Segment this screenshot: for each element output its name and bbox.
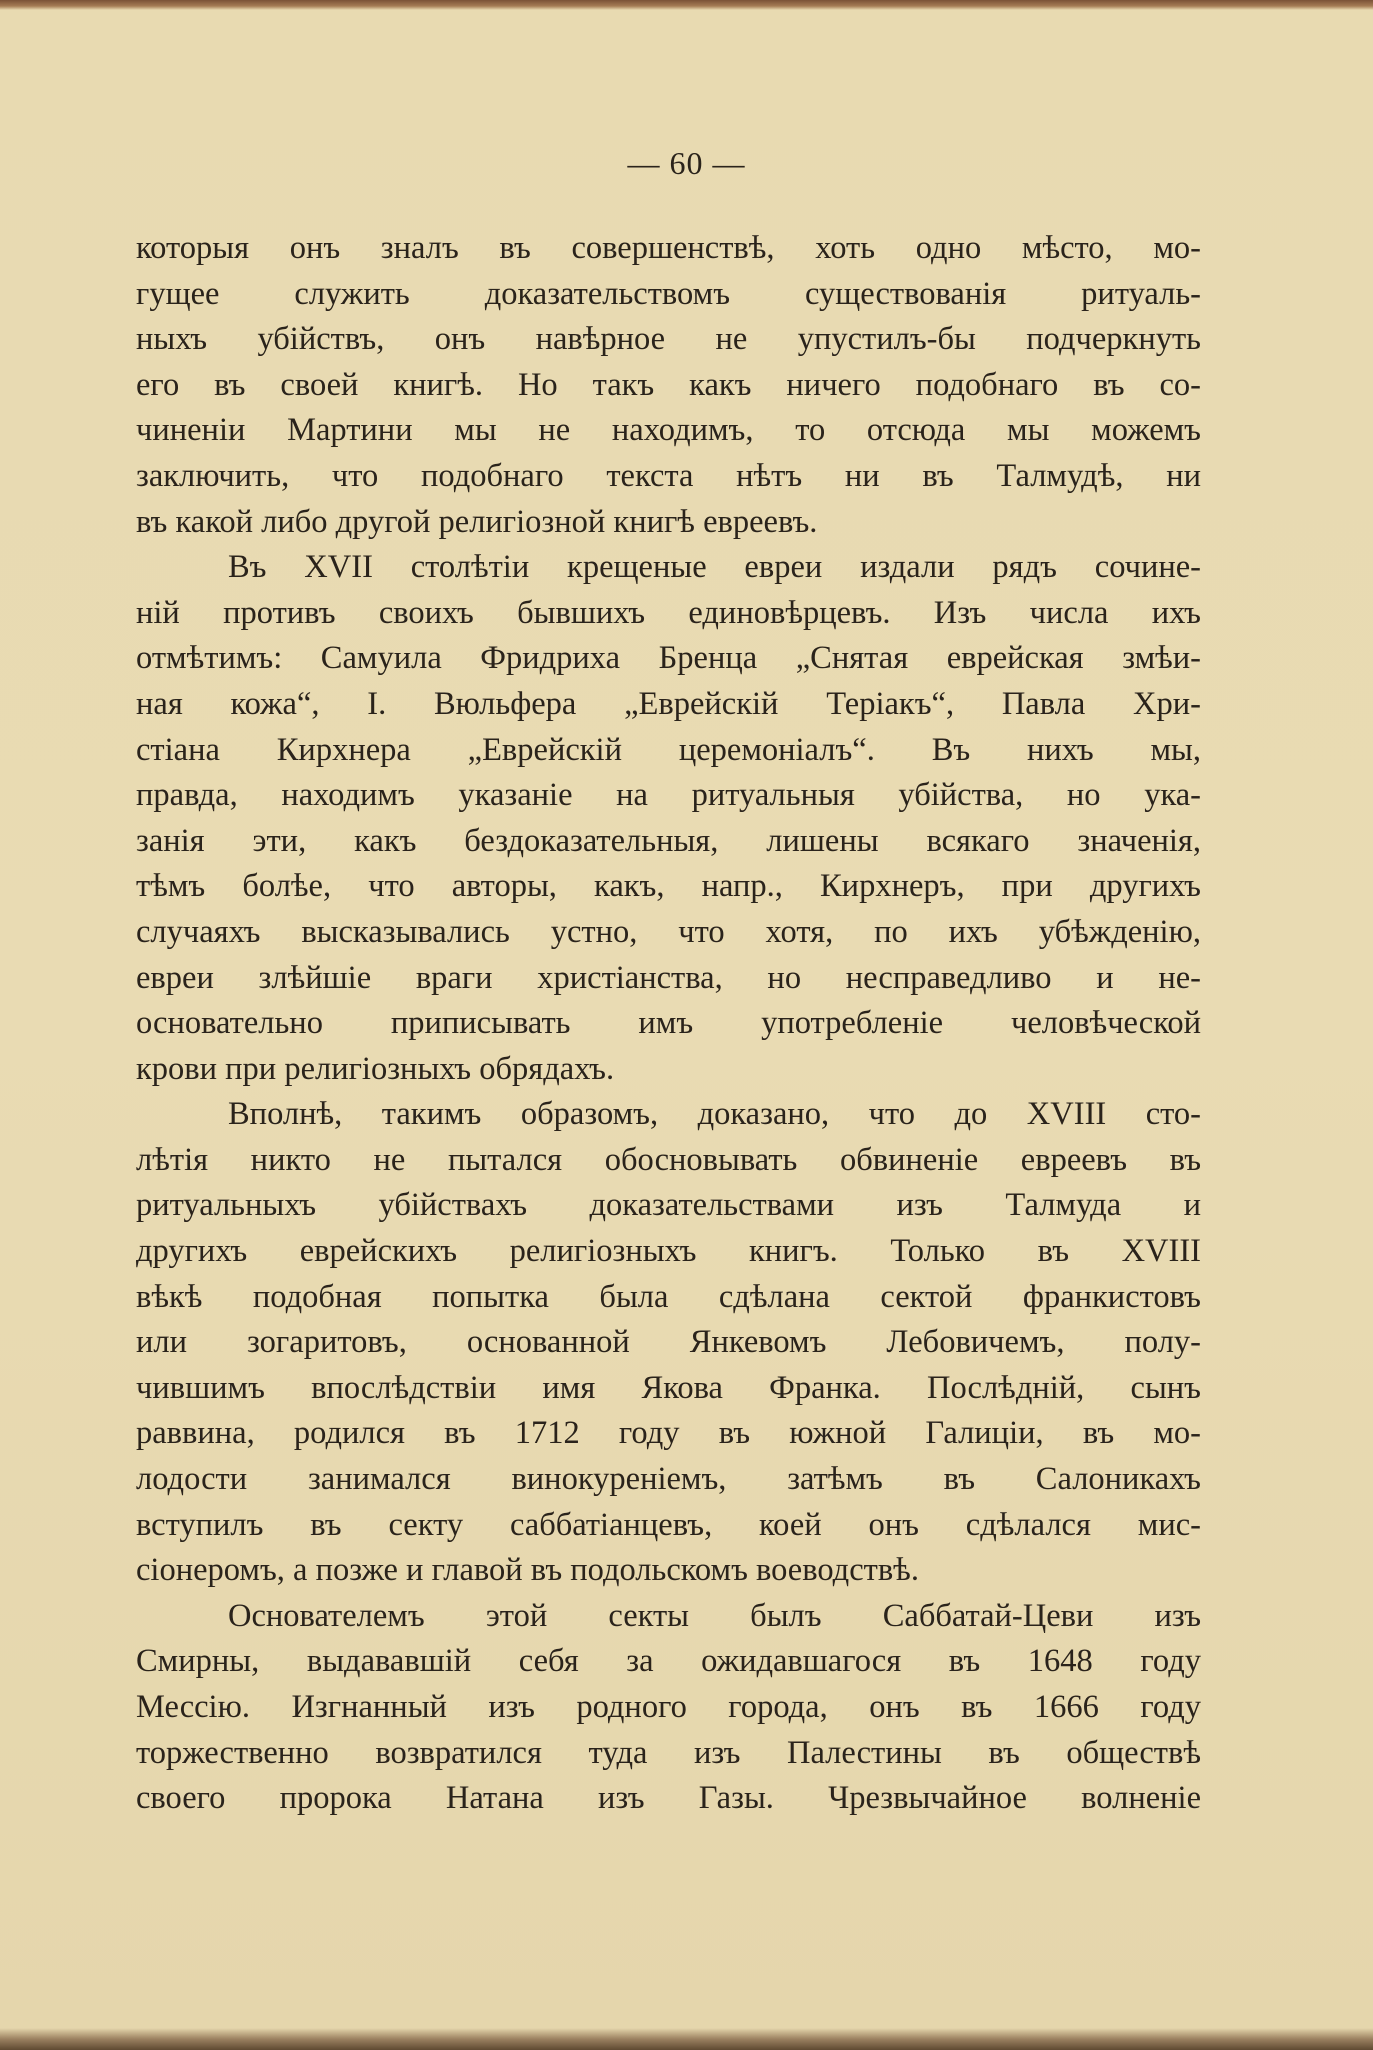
- text-line: Въ XVII столѣтіи крещеные евреи издали рядъ сочине-: [228, 549, 1201, 586]
- text-line: раввина, родился въ 1712 году въ южной Галиціи, въ мо-: [136, 1415, 1201, 1452]
- text-line: стіана Кирхнера „Еврейскій церемоніалъ“. Въ нихъ мы,: [136, 731, 1201, 768]
- text-line: случаяхъ высказывались устно, что хотя, по ихъ убѣжденію,: [136, 913, 1201, 950]
- text-line: чиненіи Мартини мы не находимъ, то отсюда мы можемъ: [136, 412, 1201, 449]
- text-line: торжественно возвратился туда изъ Палестины въ обществѣ: [136, 1734, 1201, 1771]
- text-line: лодости занимался винокуреніемъ, затѣмъ въ Салоникахъ: [136, 1461, 1201, 1498]
- page-top-edge: [0, 0, 1373, 10]
- text-line: или зогаритовъ, основанной Янкевомъ Лебовичемъ, полу-: [136, 1324, 1201, 1361]
- text-line: крови при религіозныхъ обрядахъ.: [136, 1050, 615, 1087]
- text-line: сіонеромъ, а позже и главой въ подольскомъ воеводствѣ.: [136, 1552, 919, 1589]
- text-line: своего пророка Натана изъ Газы. Чрезвычайное волненіе: [136, 1780, 1201, 1817]
- text-line: лѣтія никто не пытался обосновывать обвиненіе евреевъ въ: [136, 1141, 1201, 1178]
- text-line: вѣкѣ подобная попытка была сдѣлана сектой франкистовъ: [136, 1278, 1201, 1315]
- text-line: тѣмъ болѣе, что авторы, какъ, напр., Кирхнеръ, при другихъ: [136, 868, 1201, 905]
- body-text: [136, 226, 1201, 1822]
- page-bottom-edge: [0, 2028, 1373, 2050]
- text-line: отмѣтимъ: Самуила Фридриха Бренца „Снятая еврейская змѣи-: [136, 640, 1201, 677]
- text-line: Смирны, выдававшій себя за ожидавшагося въ 1648 году: [136, 1643, 1201, 1680]
- text-line: евреи злѣйшіе враги христіанства, но несправедливо и не-: [136, 959, 1201, 996]
- text-line: занія эти, какъ бездоказательныя, лишены всякаго значенія,: [136, 822, 1201, 859]
- text-line: его въ своей книгѣ. Но такъ какъ ничего подобнаго въ со-: [136, 366, 1201, 403]
- text-line: ній противъ своихъ бывшихъ единовѣрцевъ. Изъ числа ихъ: [136, 594, 1201, 631]
- text-line: чившимъ впослѣдствіи имя Якова Франка. Послѣдній, сынъ: [136, 1369, 1201, 1406]
- text-line: заключить, что подобнаго текста нѣтъ ни въ Талмудѣ, ни: [136, 457, 1201, 494]
- text-line: которыя онъ зналъ въ совершенствѣ, хоть одно мѣсто, мо-: [136, 230, 1201, 266]
- text-line: Основателемъ этой секты былъ Саббатай-Цеви изъ: [228, 1597, 1201, 1634]
- text-line: Мессію. Изгнанный изъ родного города, онъ въ 1666 году: [136, 1689, 1201, 1725]
- text-line: правда, находимъ указаніе на ритуальныя убійства, но ука-: [136, 777, 1201, 814]
- text-line: ная кожа“, І. Вюльфера „Еврейскій Теріакъ“, Павла Хри-: [136, 685, 1201, 722]
- text-line: основательно приписывать имъ употребленіе человѣческой: [136, 1005, 1201, 1042]
- text-line: другихъ еврейскихъ религіозныхъ книгъ. Только въ XVIII: [136, 1233, 1201, 1270]
- text-line: ритуальныхъ убійствахъ доказательствами изъ Талмуда и: [136, 1187, 1201, 1224]
- text-line: ныхъ убійствъ, онъ навѣрное не упустилъ-бы подчеркнуть: [136, 321, 1201, 358]
- text-line: вступилъ въ секту саббатіанцевъ, коей онъ сдѣлался мис-: [136, 1506, 1201, 1543]
- page-number: — 60 —: [627, 145, 746, 181]
- text-line: въ какой либо другой религіозной книгѣ евреевъ.: [136, 503, 818, 540]
- text-line: гущее служить доказательствомъ существованія ритуаль-: [136, 275, 1201, 312]
- text-line: Вполнѣ, такимъ образомъ, доказано, что до XVIII сто-: [228, 1096, 1201, 1133]
